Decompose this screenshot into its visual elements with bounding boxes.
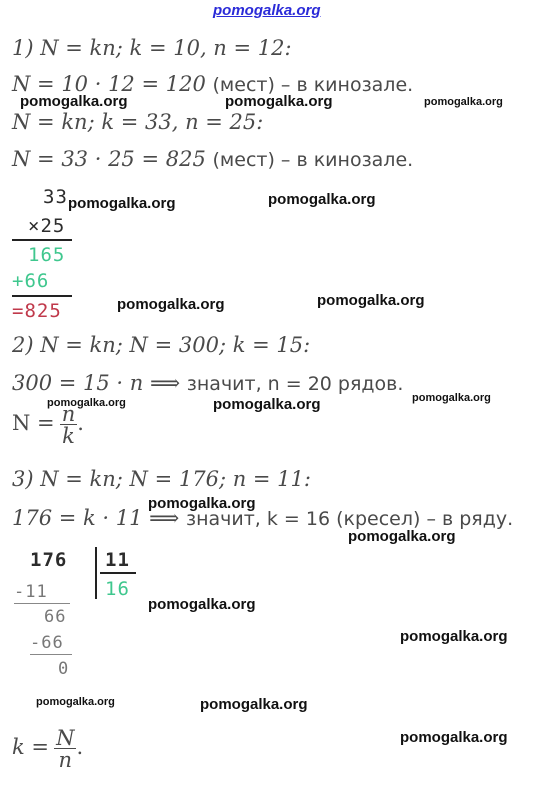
mult-line-2 — [12, 295, 72, 297]
task1-solution-a-math: N = 10 · 12 = 120 — [12, 72, 206, 96]
mult-line-1 — [12, 239, 72, 241]
div-line-2 — [30, 654, 72, 655]
task2-fraction-den: k — [62, 424, 75, 448]
watermark-top[interactable]: pomogalka.org — [213, 2, 321, 19]
task2-formula — [12, 404, 84, 447]
div-sub-1: -11 — [14, 582, 48, 602]
watermark: pomogalka.org — [424, 96, 503, 108]
task2-solution-math: 300 = 15 · n ⟹ — [12, 371, 181, 395]
div-quotient-line — [100, 572, 136, 574]
task2-fraction — [60, 404, 78, 447]
task3-given: 3) N = kn; N = 176; n = 11: — [12, 467, 311, 491]
task3-formula — [12, 728, 83, 771]
div-quotient: 16 — [105, 578, 130, 600]
div-dividend: 176 — [30, 549, 68, 571]
watermark: pomogalka.org — [47, 397, 126, 409]
watermark: pomogalka.org — [225, 93, 333, 110]
watermark: pomogalka.org — [213, 396, 321, 413]
task1-solution-b-text: (мест) – в кинозале. — [212, 149, 414, 171]
task1-solution-b-math: N = 33 · 25 = 825 — [12, 147, 206, 171]
task2-solution — [12, 371, 403, 395]
watermark: pomogalka.org — [412, 392, 491, 404]
mult-result: =825 — [12, 300, 62, 322]
task2-given: 2) N = kn; N = 300; k = 15: — [12, 333, 311, 357]
watermark: pomogalka.org — [117, 296, 225, 313]
watermark: pomogalka.org — [36, 696, 115, 708]
task1-given: 1) N = kn; k = 10, n = 12: — [12, 36, 292, 60]
watermark: pomogalka.org — [400, 628, 508, 645]
task3-solution-math: 176 = k · 11 ⟹ — [12, 506, 180, 530]
div-rem-1: 66 — [44, 607, 67, 627]
task3-formula-lhs: k = — [12, 735, 49, 759]
task1-solution-b — [12, 147, 413, 171]
task3-fraction — [54, 728, 76, 771]
div-rem-2: 0 — [58, 659, 70, 679]
div-divisor: 11 — [105, 549, 130, 571]
task2-fraction-num: n — [61, 402, 76, 426]
task2-formula-lhs: N = — [12, 411, 55, 435]
task3-fraction-num: N — [56, 726, 75, 750]
task3-solution-text: значит, k = 16 (кресел) – в ряду. — [185, 508, 514, 530]
mult-factor-b: ×25 — [28, 215, 66, 237]
task3-solution — [12, 506, 513, 530]
mult-factor-a: 33 — [43, 186, 68, 208]
watermark: pomogalka.org — [20, 93, 128, 110]
mult-partial-2: +66 — [12, 270, 50, 292]
watermark: pomogalka.org — [317, 292, 425, 309]
task3-formula-dot: . — [76, 735, 84, 759]
task1-given-b: N = kn; k = 33, n = 25: — [12, 110, 264, 134]
div-bar — [95, 547, 97, 599]
task2-formula-dot: . — [77, 411, 84, 435]
task3-fraction-den: n — [58, 748, 73, 772]
watermark: pomogalka.org — [268, 191, 376, 208]
watermark: pomogalka.org — [400, 729, 508, 746]
div-line-1 — [14, 603, 70, 604]
watermark: pomogalka.org — [148, 495, 256, 512]
task1-solution-a-text: (мест) – в кинозале. — [212, 74, 414, 96]
watermark: pomogalka.org — [200, 696, 308, 713]
watermark: pomogalka.org — [348, 528, 456, 545]
mult-partial-1: 165 — [28, 244, 66, 266]
watermark: pomogalka.org — [148, 596, 256, 613]
task2-solution-text: значит, n = 20 рядов. — [186, 373, 404, 395]
div-sub-2: -66 — [30, 633, 64, 653]
watermark: pomogalka.org — [68, 195, 176, 212]
